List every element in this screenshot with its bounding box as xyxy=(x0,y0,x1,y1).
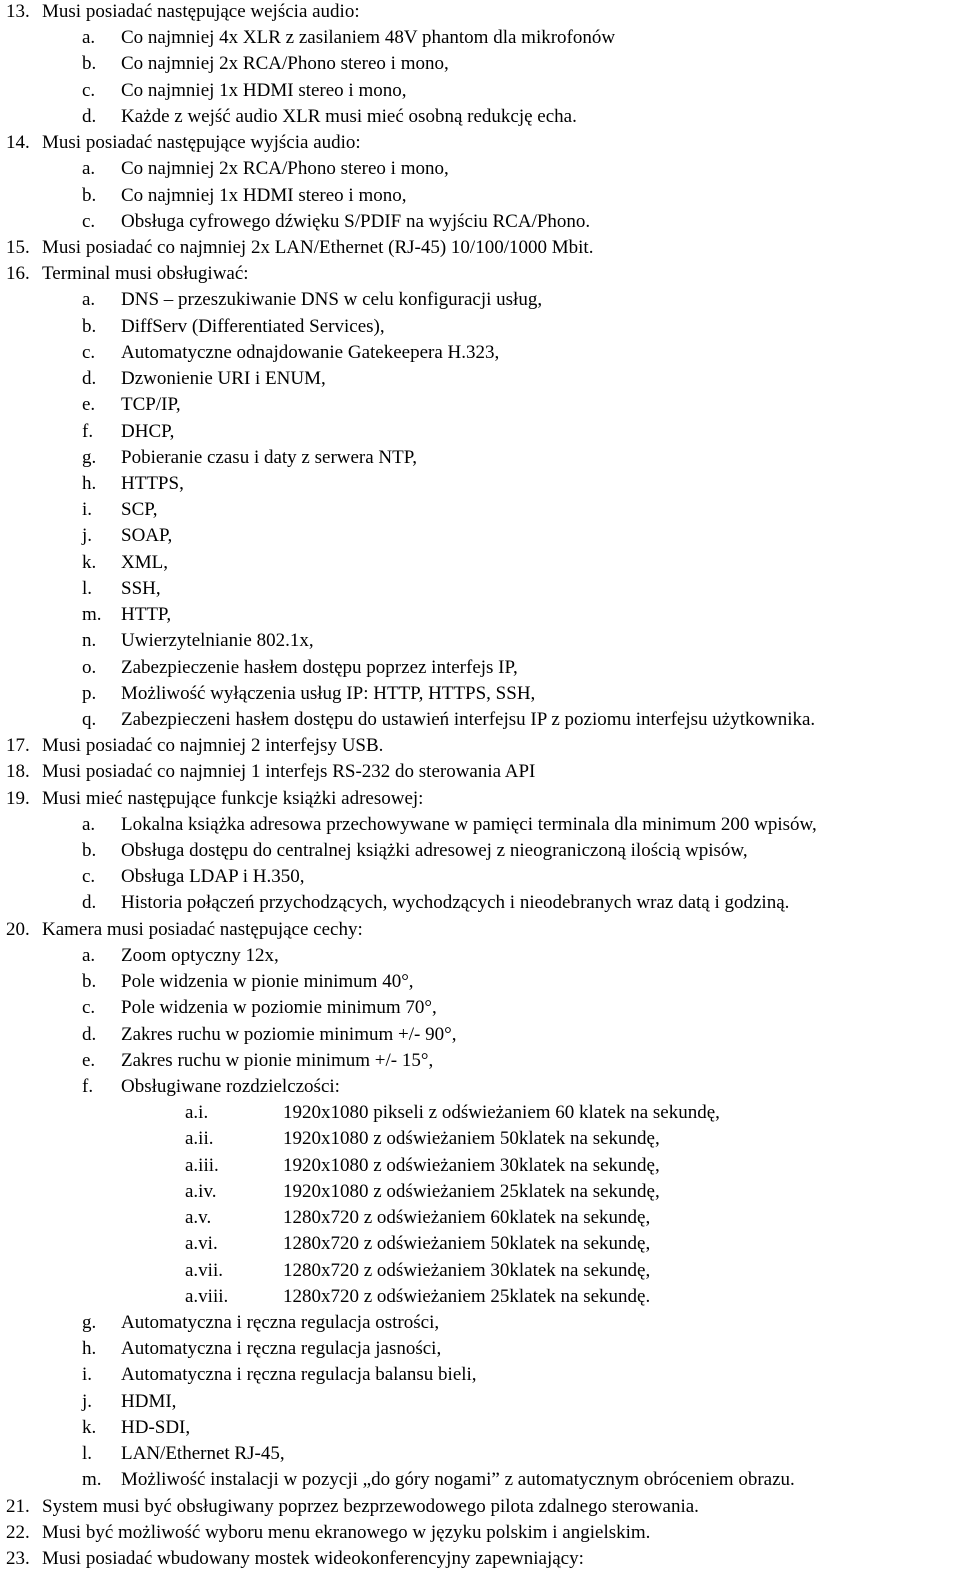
list-marker: c. xyxy=(82,79,96,101)
list-marker: f. xyxy=(82,420,94,442)
list-marker: a.iii. xyxy=(185,1154,219,1176)
list-marker: a. xyxy=(82,289,96,311)
list-text: Kamera musi posiadać następujące cechy: xyxy=(42,918,363,940)
list-marker: o. xyxy=(82,656,97,678)
list-marker: k. xyxy=(82,551,97,573)
list-marker: b. xyxy=(82,53,97,75)
list-marker: f. xyxy=(82,1076,94,1098)
list-text: SSH, xyxy=(121,577,161,599)
list-marker: e. xyxy=(82,1049,96,1071)
list-marker: 20. xyxy=(6,918,30,940)
list-text: Zakres ruchu w pionie minimum +/- 15°, xyxy=(121,1049,434,1071)
list-text: Możliwość instalacji w pozycji „do góry nogami” z automatycznym obróceniem obrazu. xyxy=(121,1469,795,1491)
list-text: Dzwonienie URI i ENUM, xyxy=(121,368,326,390)
list-text: Obsługa cyfrowego dźwięku S/PDIF na wyjściu RCA/Phono. xyxy=(121,210,591,232)
list-marker: k. xyxy=(82,1416,97,1438)
list-text: Zakres ruchu w poziomie minimum +/- 90°, xyxy=(121,1023,457,1045)
list-marker: 16. xyxy=(6,263,30,285)
list-marker: b. xyxy=(82,840,97,862)
list-text: HD-SDI, xyxy=(121,1416,191,1438)
list-text: System musi być obsługiwany poprzez bezprzewodowego pilota zdalnego sterowania. xyxy=(42,1495,699,1517)
list-text: TCP/IP, xyxy=(121,394,181,416)
list-marker: e. xyxy=(82,394,96,416)
list-marker: d. xyxy=(82,892,97,914)
list-marker: d. xyxy=(82,1023,97,1045)
list-marker: 23. xyxy=(6,1547,30,1569)
list-marker: c. xyxy=(82,866,96,888)
list-text: Co najmniej 1x HDMI stereo i mono, xyxy=(121,79,407,101)
list-marker: p. xyxy=(82,682,97,704)
list-text: Co najmniej 1x HDMI stereo i mono, xyxy=(121,184,407,206)
list-text: Co najmniej 2x RCA/Phono stereo i mono, xyxy=(121,158,449,180)
list-text: HTTP, xyxy=(121,604,172,626)
list-marker: c. xyxy=(82,997,96,1019)
list-text: Zabezpieczeni hasłem dostępu do ustawień interfejsu IP z poziomu interfejsu użytkownika. xyxy=(121,708,816,730)
list-marker: n. xyxy=(82,630,97,652)
list-text: Każde z wejść audio XLR musi mieć osobną redukcję echa. xyxy=(121,105,577,127)
list-text: 1280x720 z odświeżaniem 30klatek na sekundę, xyxy=(283,1259,651,1281)
list-text: Musi posiadać wbudowany mostek wideokonferencyjny zapewniający: xyxy=(42,1547,584,1569)
list-marker: a.v. xyxy=(185,1207,212,1229)
list-text: Możliwość wyłączenia usług IP: HTTP, HTTPS, SSH, xyxy=(121,682,536,704)
list-text: Obsługiwane rozdzielczości: xyxy=(121,1076,340,1098)
list-text: 1280x720 z odświeżaniem 50klatek na sekundę, xyxy=(283,1233,651,1255)
list-marker: h. xyxy=(82,1338,97,1360)
list-text: Pole widzenia w poziomie minimum 70°, xyxy=(121,997,437,1019)
list-text: Musi posiadać co najmniej 2x LAN/Ethernet (RJ-45) 10/100/1000 Mbit. xyxy=(42,236,594,258)
list-marker: 22. xyxy=(6,1521,30,1543)
list-text: HDMI, xyxy=(121,1390,177,1412)
list-marker: b. xyxy=(82,971,97,993)
list-text: Musi posiadać co najmniej 1 interfejs RS-232 do sterowania API xyxy=(42,761,536,783)
list-marker: a. xyxy=(82,158,96,180)
list-text: Uwierzytelnianie 802.1x, xyxy=(121,630,314,652)
list-marker: 14. xyxy=(6,132,30,154)
list-marker: a.ii. xyxy=(185,1128,214,1150)
list-text: 1920x1080 z odświeżaniem 50klatek na sekundę, xyxy=(283,1128,660,1150)
list-text: Musi być możliwość wyboru menu ekranowego w języku polskim i angielskim. xyxy=(42,1521,651,1543)
list-marker: g. xyxy=(82,1312,97,1333)
list-text: Historia połączeń przychodzących, wychodzących i nieodebranych wraz datą i godziną. xyxy=(121,892,790,914)
list-text: Zabezpieczenie hasłem dostępu poprzez interfejs IP, xyxy=(121,656,518,678)
list-text: XML, xyxy=(121,551,168,573)
list-text: Pobieranie czasu i daty z serwera NTP, xyxy=(121,446,417,468)
list-text: Obsługa LDAP i H.350, xyxy=(121,866,305,888)
list-text: 1920x1080 z odświeżaniem 25klatek na sekundę, xyxy=(283,1180,660,1202)
list-marker: a. xyxy=(82,944,96,966)
list-marker: l. xyxy=(82,1443,93,1465)
list-text: SCP, xyxy=(121,499,158,521)
list-marker: j. xyxy=(82,1390,93,1412)
list-marker: 19. xyxy=(6,787,30,809)
list-text: Terminal musi obsługiwać: xyxy=(42,263,249,285)
list-marker: 15. xyxy=(6,236,30,258)
list-text: SOAP, xyxy=(121,525,173,547)
list-marker: a.vii. xyxy=(185,1259,223,1281)
list-marker: i. xyxy=(82,499,93,521)
list-text: Zoom optyczny 12x, xyxy=(121,944,279,966)
list-marker: j. xyxy=(82,525,93,547)
list-text: Co najmniej 4x XLR z zasilaniem 48V phantom dla mikrofonów xyxy=(121,27,616,49)
list-marker: i. xyxy=(82,1364,93,1386)
list-marker: c. xyxy=(82,210,96,232)
list-marker: m. xyxy=(82,1469,102,1491)
list-text: DHCP, xyxy=(121,420,175,442)
list-text: Musi posiadać co najmniej 2 interfejsy USB. xyxy=(42,735,384,757)
list-marker: 18. xyxy=(6,761,30,783)
list-marker: d. xyxy=(82,105,97,127)
list-marker: g. xyxy=(82,446,97,468)
list-marker: a.viii. xyxy=(185,1285,229,1307)
list-text: Automatyczna i ręczna regulacja ostrości, xyxy=(121,1312,440,1333)
list-marker: 17. xyxy=(6,735,30,757)
list-marker: 13. xyxy=(6,1,30,22)
list-marker: 21. xyxy=(6,1495,30,1517)
list-marker: a.iv. xyxy=(185,1180,217,1202)
list-marker: d. xyxy=(82,368,97,390)
list-marker: q. xyxy=(82,708,97,730)
list-text: Pole widzenia w pionie minimum 40°, xyxy=(121,971,414,993)
list-marker: b. xyxy=(82,315,97,337)
list-text: Co najmniej 2x RCA/Phono stereo i mono, xyxy=(121,53,449,75)
list-text: 1920x1080 z odświeżaniem 30klatek na sekundę, xyxy=(283,1154,660,1176)
list-text: Lokalna książka adresowa przechowywane w pamięci terminala dla minimum 200 wpisów, xyxy=(121,813,817,835)
list-marker: l. xyxy=(82,577,93,599)
list-marker: a.vi. xyxy=(185,1233,218,1255)
list-text: Obsługa dostępu do centralnej książki adresowej z nieograniczoną ilością wpisów, xyxy=(121,840,748,862)
list-marker: c. xyxy=(82,341,96,363)
list-text: 1280x720 z odświeżaniem 60klatek na sekundę, xyxy=(283,1207,651,1229)
list-text: DNS – przeszukiwanie DNS w celu konfiguracji usług, xyxy=(121,289,543,311)
list-text: 1280x720 z odświeżaniem 25klatek na sekundę. xyxy=(283,1285,651,1307)
list-text: Musi mieć następujące funkcje książki adresowej: xyxy=(42,787,424,809)
list-text: DiffServ (Differentiated Services), xyxy=(121,315,385,337)
list-text: Automatyczna i ręczna regulacja balansu bieli, xyxy=(121,1364,477,1386)
list-marker: a. xyxy=(82,27,96,49)
list-text: Musi posiadać następujące wejścia audio: xyxy=(42,1,360,22)
list-text: HTTPS, xyxy=(121,472,184,494)
list-marker: a. xyxy=(82,813,96,835)
list-marker: h. xyxy=(82,472,97,494)
list-marker: a.i. xyxy=(185,1102,209,1124)
list-text: Automatyczna i ręczna regulacja jasności, xyxy=(121,1338,442,1360)
list-text: LAN/Ethernet RJ-45, xyxy=(121,1443,285,1465)
list-marker: m. xyxy=(82,604,102,626)
list-text: Automatyczne odnajdowanie Gatekeepera H.323, xyxy=(121,341,500,363)
list-marker: b. xyxy=(82,184,97,206)
list-text: Musi posiadać następujące wyjścia audio: xyxy=(42,132,361,154)
list-text: 1920x1080 pikseli z odświeżaniem 60 klatek na sekundę, xyxy=(283,1102,720,1124)
